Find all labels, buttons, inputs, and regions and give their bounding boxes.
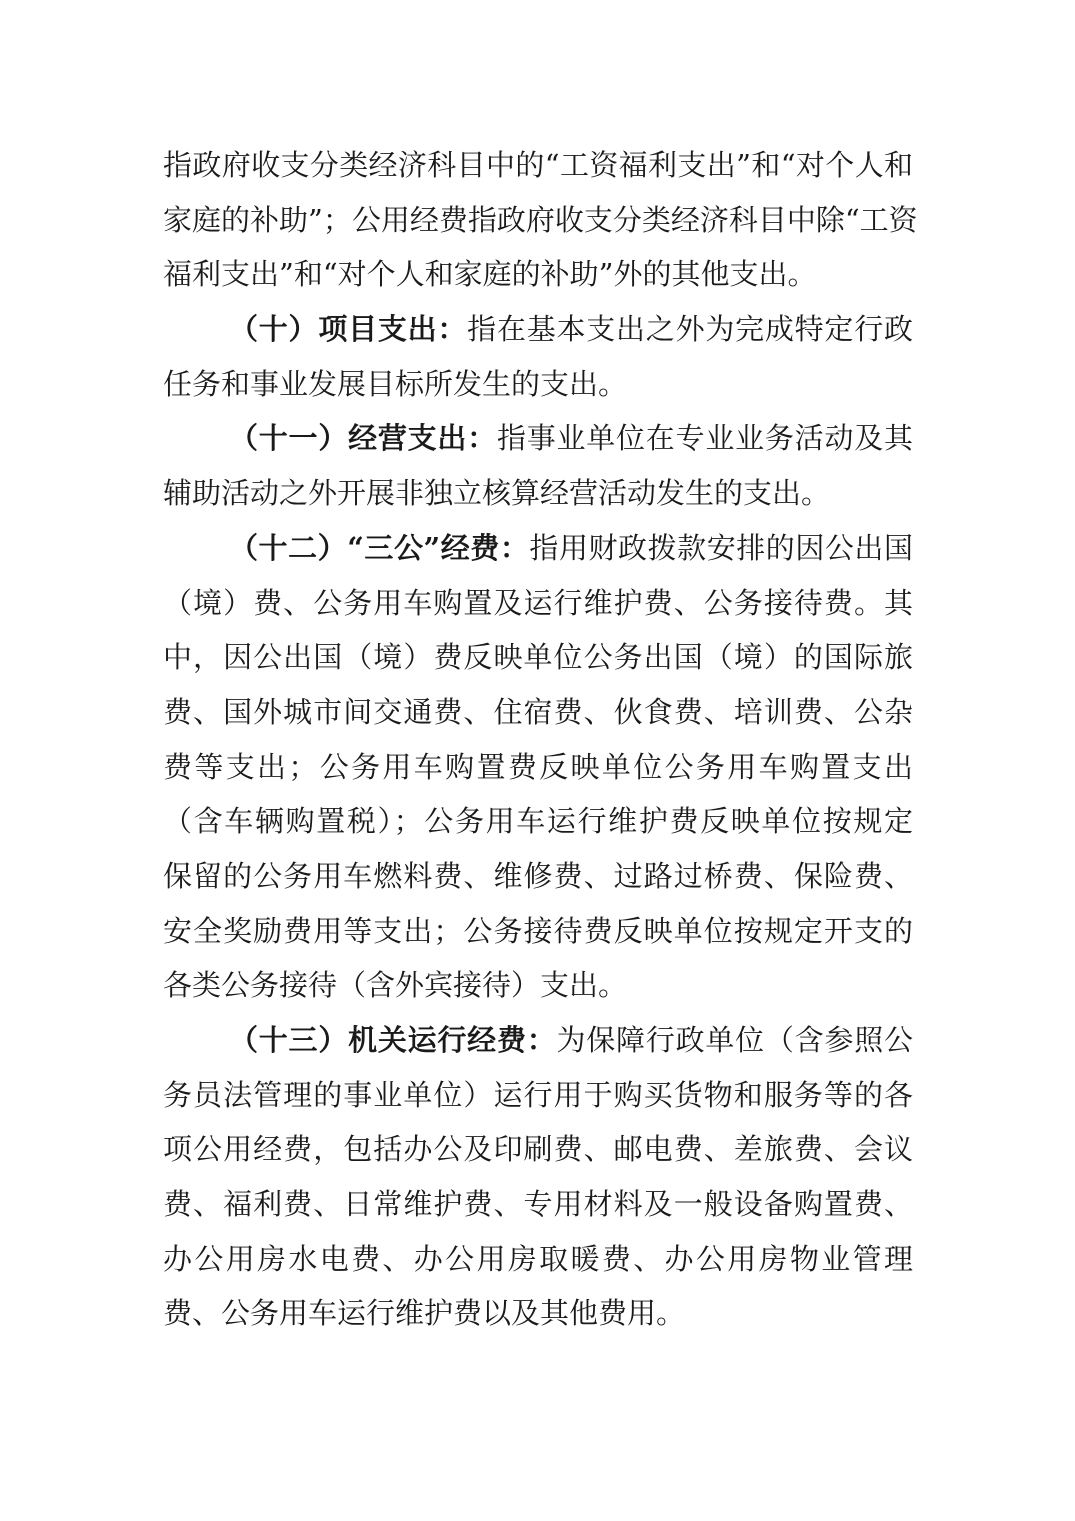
item-10-heading: （十）项目支出：	[229, 312, 468, 347]
text-line: 费等支出；公务用车购置费反映单位公务用车购置支出	[163, 749, 913, 784]
text-line: 务员法管理的事业单位）运行用于购买货物和服务等的各	[163, 1077, 913, 1112]
text-line: 费、福利费、日常维护费、专用材料及一般设备购置费、	[163, 1187, 913, 1222]
item-11-first-line	[163, 411, 913, 466]
item-12-first-line	[163, 521, 913, 576]
item-13-first-line	[163, 1013, 913, 1068]
text-line: 保留的公务用车燃料费、维修费、过路过桥费、保险费、	[163, 858, 913, 893]
item-13-heading: （十三）机关运行经费：	[229, 1023, 557, 1057]
text-line: 福利支出”和“对个人和家庭的补助”外的其他支出。	[163, 257, 817, 292]
item-12-heading: （十二）“三公”经费：	[229, 530, 530, 565]
text-line: 费、国外城市间交通费、住宿费、伙食费、培训费、公杂	[163, 694, 913, 729]
text-line: 辅助活动之外开展非独立核算经营活动发生的支出。	[163, 476, 831, 511]
text-line: 办公用房水电费、办公用房取暖费、办公用房物业管理	[163, 1241, 913, 1276]
text-line: 家庭的补助”；公用经费指政府收支分类经济科目中除“工资	[163, 202, 918, 237]
item-10-first-line	[163, 302, 913, 357]
text-line: 项公用经费，包括办公及印刷费、邮电费、差旅费、会议	[163, 1132, 913, 1167]
text-line: 任务和事业发展目标所发生的支出。	[163, 366, 628, 401]
item-11-heading: （十一）经营支出：	[229, 421, 497, 456]
text-line: 指政府收支分类经济科目中的“工资福利支出”和“对个人和	[163, 148, 913, 182]
text-line: 中，因公出国（境）费反映单位公务出国（境）的国际旅	[163, 640, 913, 675]
body-text	[163, 138, 918, 1341]
text-line: 各类公务接待（含外宾接待）支出。	[163, 968, 628, 1003]
item-10-text: 指在基本支出之外为完成特定行政	[467, 312, 913, 347]
item-13-text: 为保障行政单位（含参照公	[556, 1023, 913, 1057]
text-line: 费、公务用车运行维护费以及其他费用。	[163, 1296, 686, 1331]
text-line: 安全奖励费用等支出；公务接待费反映单位按规定开支的	[163, 913, 913, 948]
text-line: （含车辆购置税）；公务用车运行维护费反映单位按规定	[163, 804, 913, 839]
text-line: （境）费、公务用车购置及运行维护费、公务接待费。其	[163, 585, 913, 620]
item-11-text: 指事业单位在专业业务活动及其	[496, 421, 913, 456]
item-12-text: 指用财政拨款安排的因公出国	[529, 530, 913, 565]
